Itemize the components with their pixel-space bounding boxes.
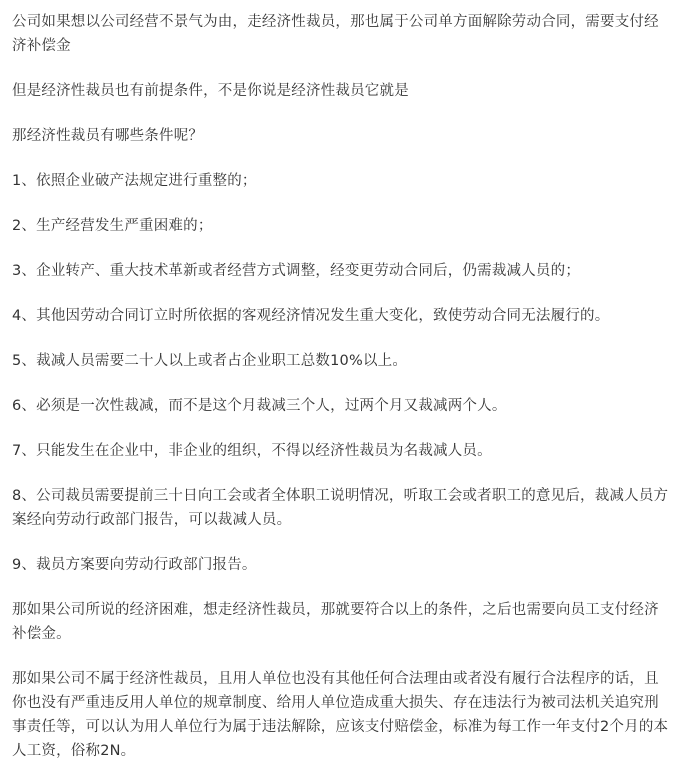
paragraph-illegal-dismissal: 那如果公司不属于经济性裁员，且用人单位也没有其他任何合法理由或者没有履行合法程序的话，且你也没有严重违反用人单位的规章制度、给用人单位造成重大损失、存在违法行为被司法机关追究刑事责任等，可以认为用人单位行为属于违法解除，应该支付赔偿金，标准为每工作一年支付2个月的本人工资，俗称2N。 (12, 671, 669, 759)
list-item-condition-9: 9、裁员方案要向劳动行政部门报告。 (12, 557, 257, 573)
paragraph-precondition: 但是经济性裁员也有前提条件，不是你说是经济性裁员它就是 (12, 83, 409, 99)
list-item-condition-4: 4、其他因劳动合同订立时所依据的客观经济情况发生重大变化，致使劳动合同无法履行的。 (12, 308, 610, 324)
list-item-condition-2: 2、生产经营发生严重困难的； (12, 218, 213, 234)
list-item-condition-7: 7、只能发生在企业中，非企业的组织，不得以经济性裁员为名裁减人员。 (12, 443, 492, 459)
list-item-condition-3: 3、企业转产、重大技术革新或者经营方式调整，经变更劳动合同后，仍需裁减人员的； (12, 263, 581, 279)
list-item-condition-6: 6、必须是一次性裁减，而不是这个月裁减三个人，过两个月又裁减两个人。 (12, 398, 507, 414)
paragraph-intro: 公司如果想以公司经营不景气为由，走经济性裁员，那也属于公司单方面解除劳动合同，需要支付经济补偿金 (12, 14, 659, 54)
list-item-condition-1: 1、依照企业破产法规定进行重整的； (12, 173, 257, 189)
list-item-condition-5: 5、裁减人员需要二十人以上或者占企业职工总数10%以上。 (12, 353, 408, 369)
list-item-condition-8: 8、公司裁员需要提前三十日向工会或者全体职工说明情况，听取工会或者职工的意见后，裁减人员方案经向劳动行政部门报告，可以裁减人员。 (12, 488, 669, 528)
paragraph-question: 那经济性裁员有哪些条件呢？ (12, 128, 204, 144)
paragraph-summary: 那如果公司所说的经济困难，想走经济性裁员，那就要符合以上的条件，之后也需要向员工支付经济补偿金。 (12, 602, 659, 642)
